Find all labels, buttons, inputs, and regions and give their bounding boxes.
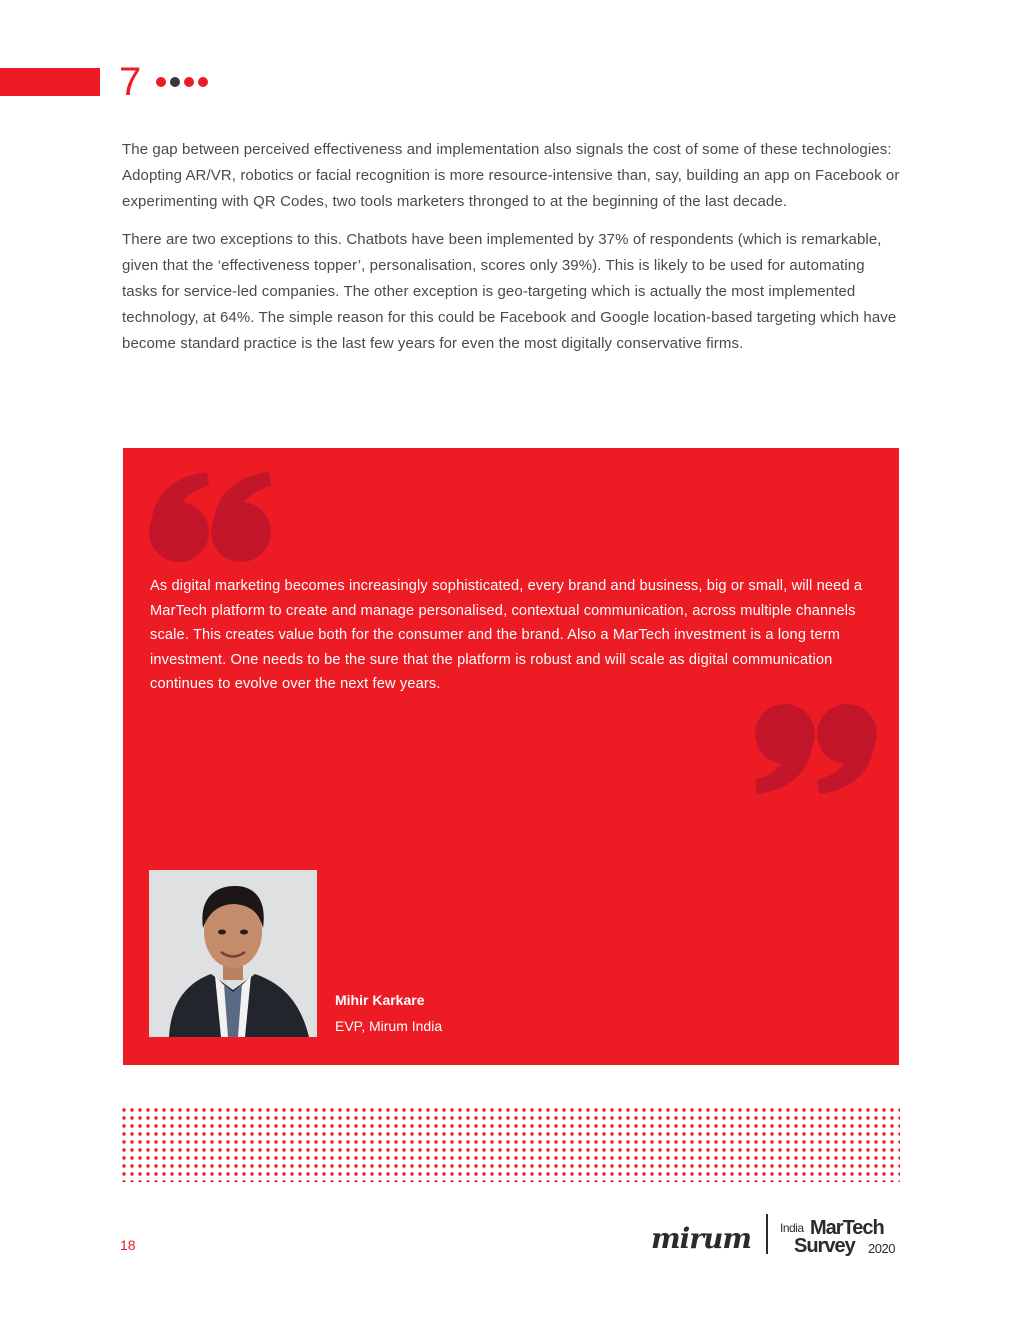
india-martech-survey-logo	[780, 1217, 900, 1261]
body-text	[122, 137, 902, 369]
chapter-dot	[184, 77, 194, 87]
close-quote-icon	[753, 704, 877, 796]
mirum-logo: mirum	[651, 1222, 751, 1255]
chapter-dot	[198, 77, 208, 87]
chapter-dot	[170, 77, 180, 87]
author-name: Mihir Karkare	[335, 992, 425, 1008]
author-photo	[149, 870, 317, 1037]
open-quote-icon	[149, 470, 273, 562]
chapter-number: 7	[119, 60, 142, 104]
body-paragraph-2: There are two exceptions to this. Chatbots have been implemented by 37% of respondents (which is remarkable, given that the ‘effectiveness topper’, personalisation, scores only 39%). This is likely to be used for automating tasks for service-led companies. The other exception is geo-targeting which is actually the most implemented technology, at 64%. The simple reason for this could be Facebook and Google location-based targeting which have become standard practice is the last few years for even the most digitally conservative firms.	[122, 231, 897, 352]
quote-box	[123, 448, 899, 1065]
logo-divider	[766, 1214, 768, 1254]
header-accent-bar	[0, 68, 100, 96]
chapter-dot	[156, 77, 166, 87]
page-number: 18	[120, 1237, 136, 1253]
body-paragraph-1: The gap between perceived effectiveness and implementation also signals the cost of some of these technologies: Adopting AR/VR, robotics or facial recognition is more resource-intensive than, say, building an app on Facebook or experimenting with QR Codes, two tools marketers thronged to at the beginning of the last decade.	[122, 141, 900, 210]
logo-year-text: 2020	[868, 1241, 895, 1256]
logo-martech-text: MarTech	[810, 1217, 884, 1239]
logo-survey-text: Survey	[794, 1235, 855, 1257]
quote-text: As digital marketing becomes increasingly sophisticated, every brand and business, big or small, will need a MarTech platform to create and manage personalised, contextual communication, across multiple channels scale. This creates value both for the consumer and the brand. Also a MarTech investment is a long term investment. One needs to be the sure that the platform is robust and will scale as digital communication continues to evolve over the next few years.	[150, 578, 863, 693]
decorative-dot-pattern	[122, 1108, 900, 1182]
chapter-dots	[156, 77, 208, 87]
author-title: EVP, Mirum India	[335, 1018, 443, 1034]
logo-india-text: India	[780, 1221, 804, 1235]
